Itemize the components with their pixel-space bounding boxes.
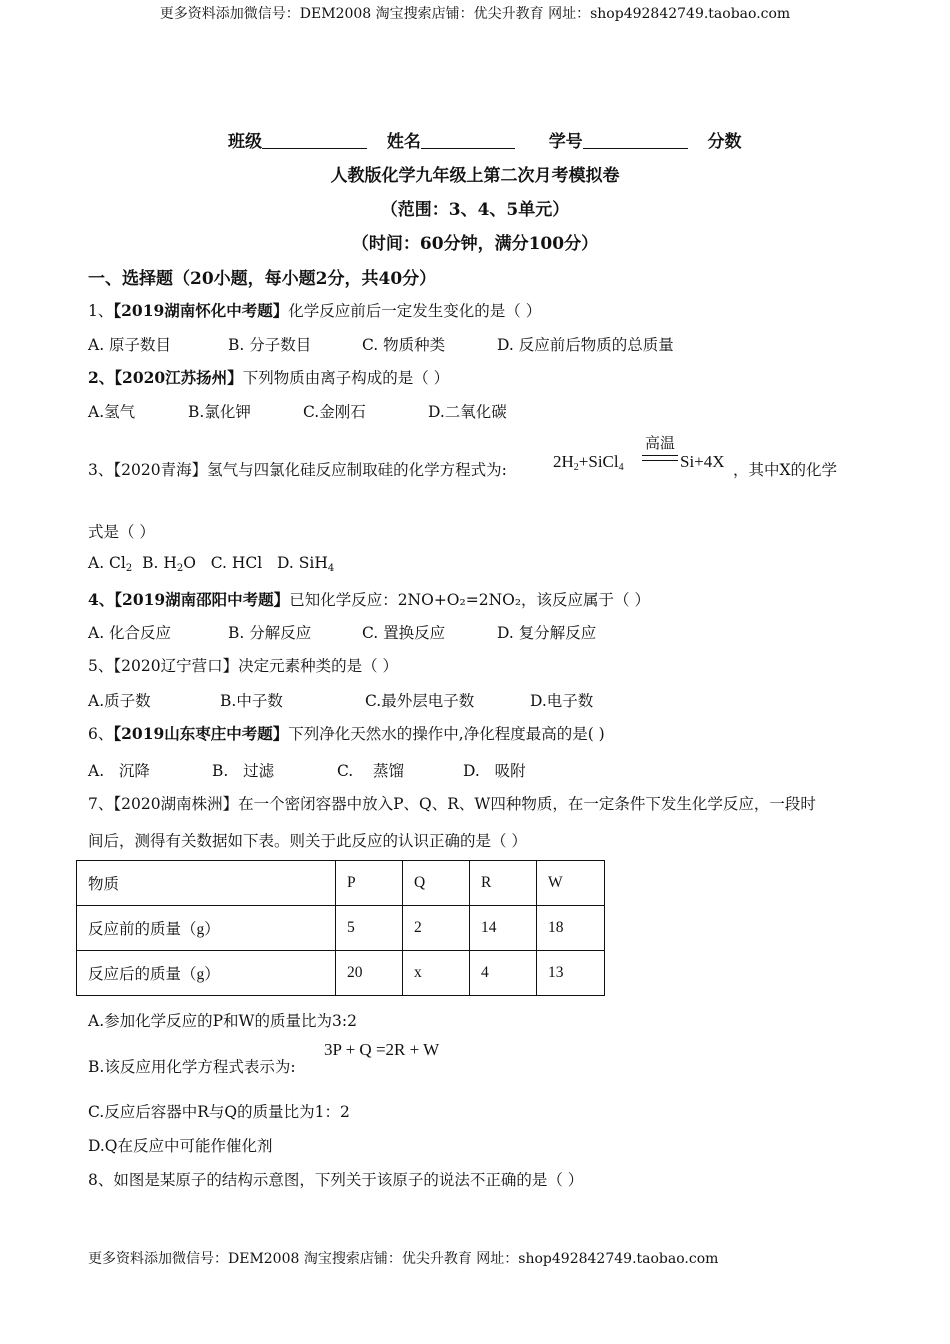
table-cell: 5: [336, 906, 403, 951]
q1-option-d: D. 反应前后物质的总质量: [497, 336, 674, 354]
q3-option-a: A. $Cl_2$: [88, 554, 133, 574]
question-1-source-tag: 【2019湖南怀化中考题】: [113, 301, 289, 320]
q3-reaction-condition: 高温: [644, 434, 675, 452]
table-cell: P: [336, 861, 403, 906]
table-header-row: [77, 861, 605, 906]
q7-option-b-equation: 3P + Q =2R + W: [324, 1040, 440, 1059]
table-cell: R: [470, 861, 537, 906]
q2-option-c: C.金刚石: [303, 403, 366, 421]
question-2-source-tag: 【2020江苏扬州】: [114, 368, 243, 387]
question-7-source-tag: 【2020湖南株洲】: [113, 795, 239, 813]
student-info-line: [228, 127, 742, 152]
q1-option-a: A. 原子数目: [88, 336, 172, 354]
question-3: 3、【2020青海】氢气与四氯化硅反应制取硅的化学方程式为:: [88, 461, 507, 479]
table-row: [77, 951, 605, 996]
exam-scope: （范围：3、4、5单元）: [380, 200, 570, 220]
question-4-source-tag: 【2019湖南邵阳中考题】: [114, 590, 290, 609]
question-3-source-tag: 【2020青海】: [113, 461, 208, 479]
table-cell: 20: [336, 951, 403, 996]
q4-option-d: D. 复分解反应: [497, 624, 597, 642]
table-cell: W: [537, 861, 605, 906]
score-label: 分数: [707, 132, 742, 152]
name-label: 姓名: [386, 132, 421, 152]
table-cell: 反应前的质量（g）: [77, 906, 336, 951]
q3-option-c: C. HCl: [210, 554, 263, 572]
class-blank: [262, 132, 367, 149]
q1-option-b: B. 分子数目: [228, 336, 312, 354]
q3-equation-right: Si+4X: [680, 452, 725, 471]
q7-data-table: [76, 860, 605, 996]
class-label: 班级: [228, 132, 262, 152]
q3-equation: $2H_2+SiCl_4$: [553, 452, 624, 473]
page-footer: 更多资料添加微信号：DEM2008 淘宝搜索店铺：优尖升教育 网址：shop492842749.taobao.com: [88, 1251, 719, 1267]
exam-time-info: （时间：60分钟，满分100分）: [351, 234, 599, 254]
q7-option-d: D.Q在反应中可能作催化剂: [88, 1137, 273, 1155]
q3-option-d: D. SiH$_4$: [277, 554, 335, 574]
q4-option-b: B. 分解反应: [228, 624, 312, 642]
question-7-cont: 间后，测得有关数据如下表。则关于此反应的认识正确的是（ ）: [88, 832, 527, 850]
q2-option-a: A.氢气: [88, 403, 136, 421]
question-7: 7、【2020湖南株洲】在一个密闭容器中放入P、Q、R、W四种物质，在一定条件下发生化学反应，一段时: [88, 795, 816, 813]
section-heading-choice: 一、选择题（20小题，每小题2分，共40分）: [88, 269, 437, 289]
q3-options: [88, 554, 334, 574]
table-row: [77, 906, 605, 951]
table-cell: 4: [470, 951, 537, 996]
q7-option-c: C.反应后容器中R与Q的质量比为1：2: [88, 1103, 350, 1121]
q6-option-a: A. 沉降: [88, 762, 150, 780]
q5-option-a: A.质子数: [88, 692, 151, 710]
q7-option-a: A.参加化学反应的P和W的质量比为3:2: [88, 1012, 357, 1030]
q2-option-d: D.二氧化碳: [428, 403, 507, 421]
q5-option-c: C.最外层电子数: [365, 692, 475, 710]
question-4: 4、【2019湖南邵阳中考题】已知化学反应：2NO+O₂=2NO₂，该反应属于（ ）: [88, 590, 650, 609]
q1-option-c: C. 物质种类: [362, 336, 446, 354]
q4-option-a: A. 化合反应: [88, 624, 172, 642]
q6-option-c: C. 蒸馏: [337, 762, 404, 780]
question-1: 1、【2019湖南怀化中考题】化学反应前后一定发生变化的是（ ）: [88, 301, 542, 320]
q3-text-after: ，其中X的化学: [733, 461, 838, 479]
table-cell: 14: [470, 906, 537, 951]
table-cell: 反应后的质量（g）: [77, 951, 336, 996]
q3-equals-sign: [642, 455, 678, 461]
exam-title: 人教版化学九年级上第二次月考模拟卷: [330, 166, 620, 186]
q5-option-b: B.中子数: [220, 692, 283, 710]
question-6-source-tag: 【2019山东枣庄中考题】: [113, 724, 289, 743]
q5-option-d: D.电子数: [530, 692, 594, 710]
name-blank: [421, 132, 515, 149]
q2-option-b: B.氯化钾: [188, 403, 251, 421]
table-cell: 18: [537, 906, 605, 951]
question-8: 8、如图是某原子的结构示意图，下列关于该原子的说法不正确的是（ ）: [88, 1171, 584, 1189]
table-cell: Q: [403, 861, 470, 906]
question-2: 2、【2020江苏扬州】下列物质由离子构成的是（ ）: [88, 368, 450, 387]
page-header: 更多资料添加微信号：DEM2008 淘宝搜索店铺：优尖升教育 网址：shop492842749.taobao.com: [159, 6, 791, 22]
question-5: 5、【2020辽宁营口】决定元素种类的是（ ）: [88, 657, 399, 675]
question-3-cont: 式是（ ）: [88, 523, 155, 541]
q3-option-b: B. $H_2O$: [142, 554, 196, 574]
q6-option-b: B. 过滤: [212, 762, 275, 780]
student-id-label: 学号: [548, 132, 583, 152]
table-cell: x: [403, 951, 470, 996]
student-id-blank: [583, 132, 688, 149]
q7-option-b: B.该反应用化学方程式表示为:: [88, 1058, 296, 1076]
q6-option-d: D. 吸附: [463, 762, 526, 780]
question-6: 6、【2019山东枣庄中考题】下列净化天然水的操作中,净化程度最高的是( ): [88, 724, 605, 743]
table-cell: 2: [403, 906, 470, 951]
q4-option-c: C. 置换反应: [362, 624, 446, 642]
table-cell: 物质: [77, 861, 336, 906]
question-5-source-tag: 【2020辽宁营口】: [113, 657, 239, 675]
table-cell: 13: [537, 951, 605, 996]
